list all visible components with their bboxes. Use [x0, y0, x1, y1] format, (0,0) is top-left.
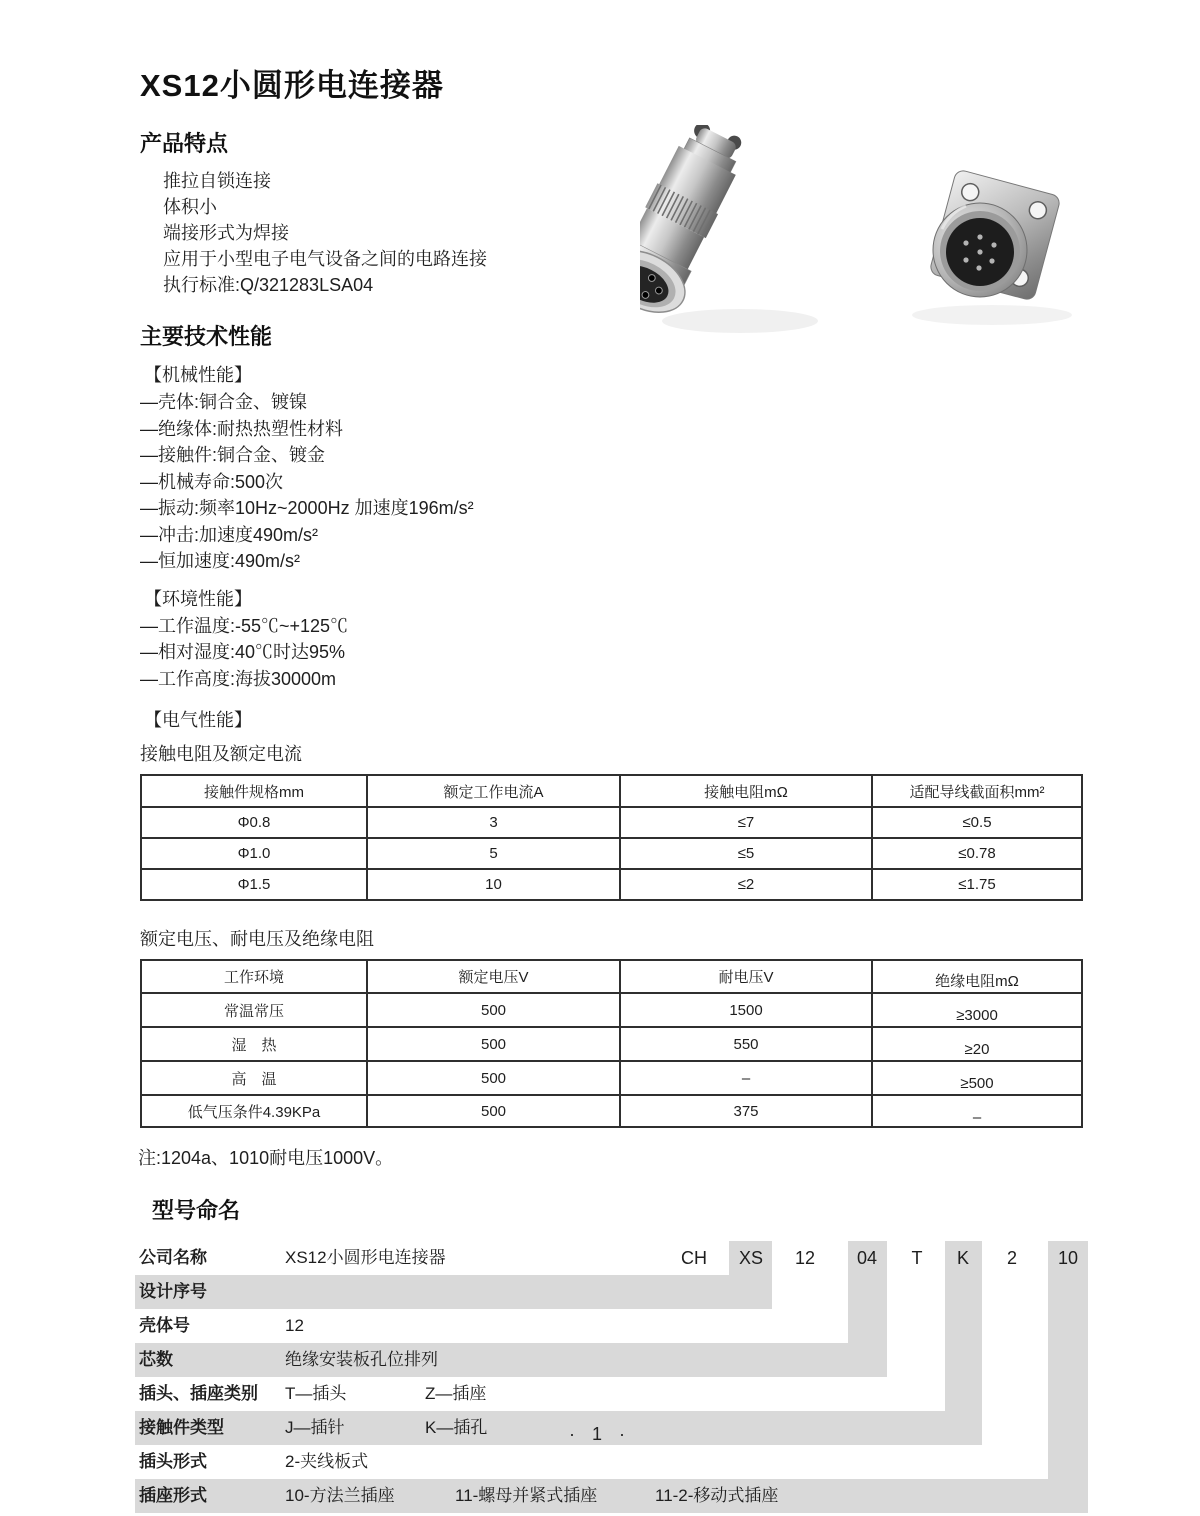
environmental-label: 【环境性能】	[144, 588, 252, 609]
page-title: XS12小圆形电连接器	[140, 68, 444, 103]
naming-row	[135, 1275, 1100, 1309]
table-cell: 5	[367, 838, 620, 869]
flange-receptacle-photo	[880, 147, 1100, 332]
table-row	[141, 1027, 1082, 1061]
mechanical-item: —接触件:铜合金、镀金	[140, 445, 326, 465]
table-cell: 10	[367, 869, 620, 900]
naming-row-label: 插头、插座类别	[139, 1384, 258, 1403]
table-cell: 1500	[620, 993, 872, 1027]
naming-row-label: 设计序号	[139, 1282, 207, 1301]
environmental-item: —相对湿度:40℃时达95%	[140, 642, 346, 662]
table-header-row	[141, 960, 1082, 993]
section-heading-tech: 主要技术性能	[140, 324, 273, 349]
table-cell: ≥3000	[872, 993, 1082, 1027]
note-text: 注:1204a、1010耐电压1000V。	[138, 1148, 394, 1168]
table-header-row	[141, 775, 1082, 807]
environmental-item: —工作温度:-55℃~+125℃	[140, 615, 349, 636]
naming-code: 2	[1006, 1248, 1018, 1268]
table-header-cell: 接触电阻mΩ	[620, 775, 872, 807]
table-cell: ≤2	[620, 869, 872, 900]
product-photos	[630, 125, 1100, 340]
mechanical-item: —绝缘体:耐热热塑性材料	[140, 418, 343, 439]
naming-row-content: 12	[285, 1316, 304, 1335]
mechanical-item: —恒加速度:490m/s²	[140, 551, 301, 571]
naming-code: T	[911, 1248, 923, 1268]
table-cell: 3	[367, 807, 620, 838]
naming-row-label: 壳体号	[139, 1316, 190, 1335]
table-cell: 500	[367, 1095, 620, 1127]
table-header-cell: 额定工作电流A	[367, 775, 620, 807]
table-cell: 375	[620, 1095, 872, 1127]
naming-code: 10	[1057, 1248, 1079, 1268]
naming-row-content: XS12小圆形电连接器	[285, 1248, 446, 1267]
table-cell: 500	[367, 1027, 620, 1061]
table-cell: ≥20	[872, 1027, 1082, 1061]
table2-title: 额定电压、耐电压及绝缘电阻	[140, 929, 374, 949]
table-header-cell: 绝缘电阻mΩ	[872, 960, 1082, 993]
feature-item: 应用于小型电子电气设备之间的电路连接	[163, 249, 487, 269]
table-header-cell: 额定电压V	[367, 960, 620, 993]
table-row	[141, 807, 1082, 838]
naming-row-label: 插头形式	[139, 1452, 207, 1471]
feature-item: 体积小	[163, 197, 217, 217]
section-heading-naming: 型号命名	[152, 1198, 241, 1223]
contact-resistance-table	[140, 774, 1083, 901]
table-cell: 550	[620, 1027, 872, 1061]
mechanical-item: —壳体:铜合金、镀镍	[140, 392, 308, 412]
section-heading-features: 产品特点	[140, 131, 229, 156]
table-cell: Φ0.8	[141, 807, 367, 838]
model-naming-diagram	[135, 1241, 1100, 1513]
table-cell: –	[620, 1061, 872, 1095]
naming-row	[135, 1309, 1100, 1343]
naming-row-content: T—插头	[285, 1384, 347, 1403]
plug-connector-photo	[640, 125, 850, 340]
mechanical-item: —振动:频率10Hz~2000Hz 加速度196m/s²	[140, 498, 474, 518]
table-row	[141, 993, 1082, 1027]
naming-code: 12	[794, 1248, 816, 1268]
table-cell: 500	[367, 1061, 620, 1095]
feature-item: 端接形式为焊接	[163, 223, 289, 243]
naming-row-content: 2-夹线板式	[285, 1452, 369, 1471]
table-cell: Φ1.0	[141, 838, 367, 869]
table1-title: 接触电阻及额定电流	[140, 744, 302, 764]
naming-row-content: K—插孔	[425, 1418, 488, 1437]
table-cell: 常温常压	[141, 993, 367, 1027]
naming-row-label: 接触件类型	[139, 1418, 224, 1437]
naming-row	[135, 1241, 1100, 1275]
naming-row	[135, 1445, 1100, 1479]
naming-row	[135, 1377, 1100, 1411]
table-cell: ≤7	[620, 807, 872, 838]
voltage-insulation-table	[140, 959, 1083, 1128]
naming-row	[135, 1479, 1100, 1513]
table-row	[141, 838, 1082, 869]
table-header-cell: 适配导线截面积mm²	[872, 775, 1082, 807]
environmental-item: —工作高度:海拔30000m	[140, 668, 337, 689]
mechanical-item: —冲击:加速度490m/s²	[140, 524, 319, 545]
naming-code: XS	[738, 1248, 764, 1268]
table-header-cell: 接触件规格mm	[141, 775, 367, 807]
naming-row-label: 插座形式	[139, 1486, 207, 1505]
naming-code: 04	[856, 1248, 878, 1268]
electrical-label: 【电气性能】	[144, 710, 252, 730]
naming-row-content: Z—插座	[425, 1384, 487, 1403]
page-number: · 1 ·	[568, 1424, 631, 1444]
table-cell: ≤0.5	[872, 807, 1082, 838]
environmental-list	[0, 613, 1200, 693]
table-cell: –	[872, 1095, 1082, 1127]
naming-row-label: 公司名称	[139, 1248, 207, 1267]
naming-row-content: 11-2-移动式插座	[655, 1486, 779, 1505]
feature-item: 推拉自锁连接	[163, 171, 271, 191]
table-header-cell: 工作环境	[141, 960, 367, 993]
mechanical-list	[0, 389, 1200, 575]
naming-row-content: 11-螺母并紧式插座	[455, 1486, 598, 1505]
naming-code: CH	[681, 1248, 707, 1268]
naming-row-content: 10-方法兰插座	[285, 1486, 395, 1505]
naming-code: K	[956, 1248, 970, 1268]
table-cell: 高 温	[141, 1061, 367, 1095]
feature-item: 执行标准:Q/321283LSA04	[163, 275, 374, 295]
mechanical-item: —机械寿命:500次	[140, 471, 284, 492]
mechanical-label: 【机械性能】	[144, 365, 252, 385]
table-cell: ≥500	[872, 1061, 1082, 1095]
table-cell: 低气压条件4.39KPa	[141, 1095, 367, 1127]
table-cell: Φ1.5	[141, 869, 367, 900]
table-cell: ≤5	[620, 838, 872, 869]
table-row	[141, 869, 1082, 900]
naming-row-label: 芯数	[139, 1350, 173, 1369]
table-row	[141, 1061, 1082, 1095]
table-cell: ≤0.78	[872, 838, 1082, 869]
naming-row	[135, 1343, 1100, 1377]
naming-row-content: J—插针	[285, 1418, 345, 1437]
table-cell: 湿 热	[141, 1027, 367, 1061]
table-header-cell: 耐电压V	[620, 960, 872, 993]
naming-row-content: 绝缘安装板孔位排列	[285, 1350, 438, 1369]
table-cell: ≤1.75	[872, 869, 1082, 900]
table-cell: 500	[367, 993, 620, 1027]
table-row	[141, 1095, 1082, 1127]
